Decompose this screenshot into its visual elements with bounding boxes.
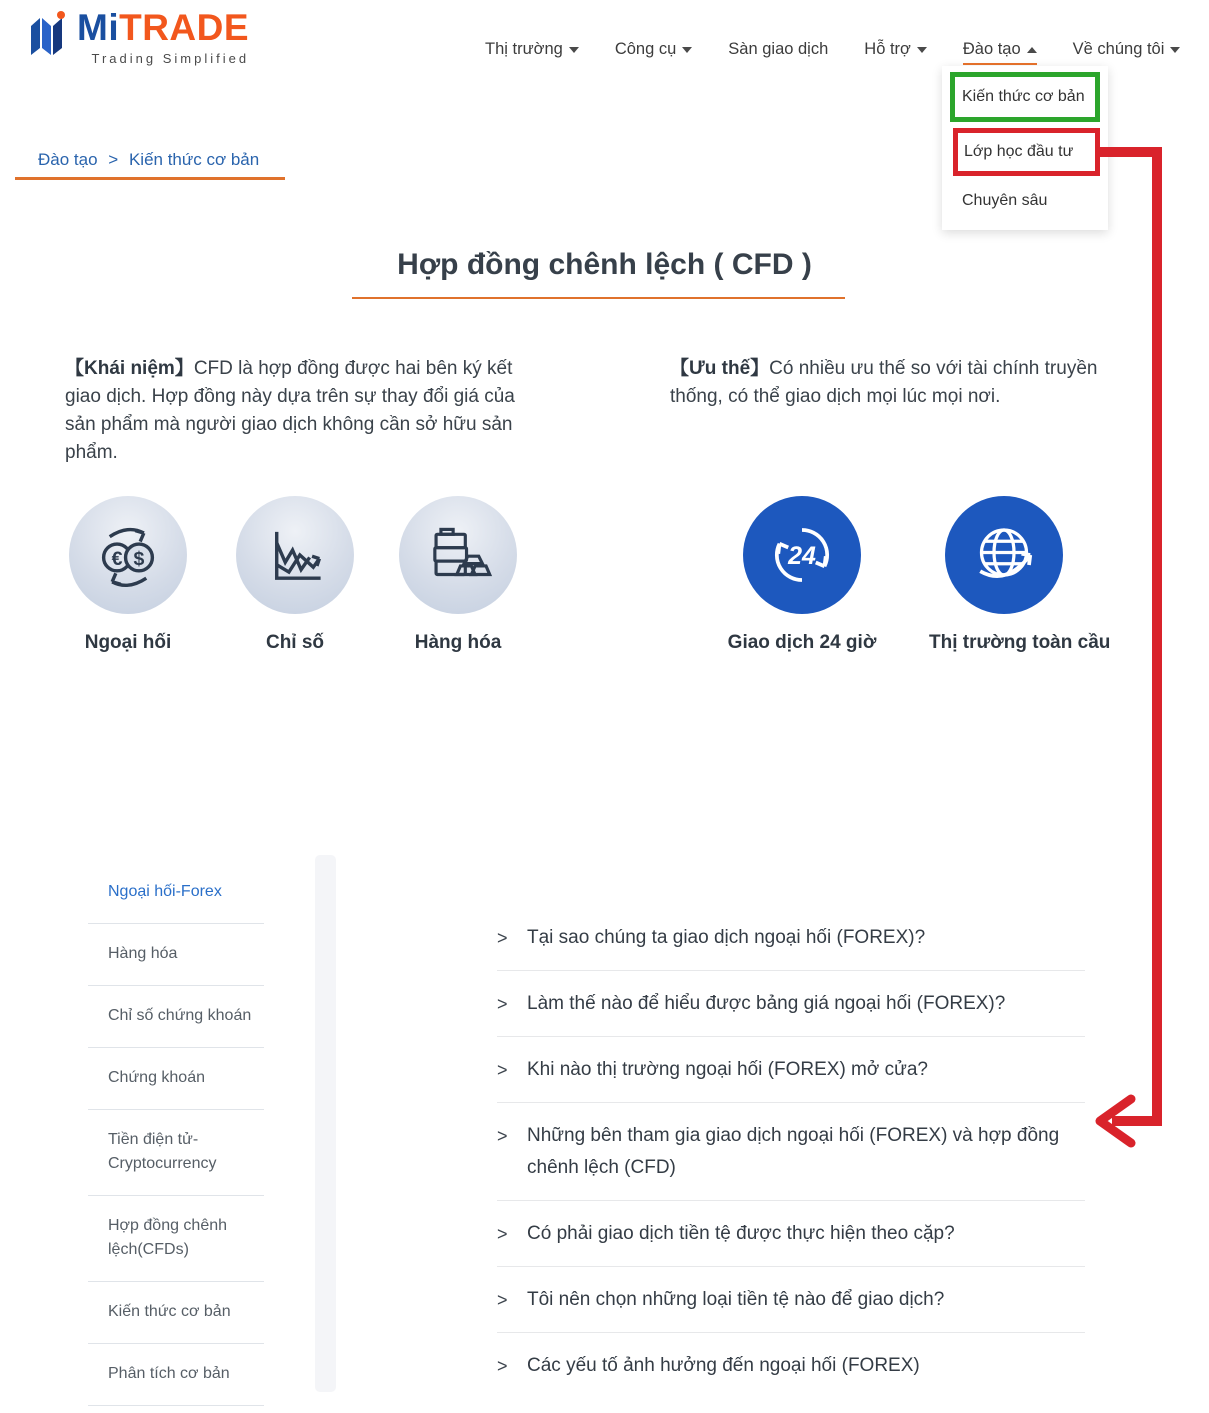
nav-item-dao-tao[interactable]	[963, 40, 1037, 65]
faq-item[interactable]	[497, 1037, 1085, 1103]
nav-label: Công cụ	[614, 40, 677, 58]
faq-question: Tôi nên chọn những loại tiền tệ nào để giao dịch?	[527, 1289, 945, 1310]
concept-text: CFD là hợp đồng được hai bên ký kết giao dịch. Hợp đồng này dựa trên sự thay đổi giá của sản phẩm mà người giao dịch không cần sở hữu sản phẩm.	[65, 358, 515, 463]
line-chart-icon	[256, 516, 334, 594]
currency-exchange-icon	[89, 516, 167, 594]
faq-question: Các yếu tố ảnh hưởng đến ngoại hối (FOREX)	[527, 1355, 920, 1376]
chevron-right-icon: >	[497, 1060, 508, 1080]
mitrade-logo-icon	[25, 8, 71, 66]
nav-label: Sàn giao dịch	[728, 40, 829, 58]
faq-question: Khi nào thị trường ngoại hối (FOREX) mở cửa?	[527, 1059, 928, 1080]
faq-question: Những bên tham gia giao dịch ngoại hối (FOREX) và hợp đồng chênh lệch (CFD)	[527, 1125, 1060, 1178]
chevron-right-icon: >	[497, 1290, 508, 1310]
sidebar-item-hop-dong-chenh-lech[interactable]: Hợp đồng chênh lệch(CFDs)	[88, 1196, 264, 1282]
nav-item-cong-cu[interactable]	[615, 40, 692, 65]
feature-24h-trading	[727, 496, 877, 654]
faq-question: Có phải giao dịch tiền tệ được thực hiện theo cặp?	[527, 1223, 955, 1244]
feature-label: Chỉ số	[265, 632, 325, 653]
dropdown-item-lop-hoc-dau-tu[interactable]	[953, 128, 1100, 176]
chevron-right-icon: >	[497, 1224, 508, 1244]
sidebar-item-chi-so-chung-khoan[interactable]: Chỉ số chứng khoán	[88, 986, 264, 1048]
feature-circle	[236, 496, 354, 614]
caret-up-icon	[1027, 47, 1037, 53]
logo-tagline: Trading Simplified	[91, 51, 250, 66]
faq-item[interactable]	[497, 1103, 1085, 1201]
faq-question: Làm thế nào để hiểu được bảng giá ngoại hối (FOREX)?	[527, 993, 1006, 1014]
sidebar-item-kien-thuc-co-ban[interactable]: Kiến thức cơ bản	[88, 1282, 264, 1344]
feature-circle	[69, 496, 187, 614]
caret-down-icon	[682, 47, 692, 53]
caret-down-icon	[569, 47, 579, 53]
advantage-paragraph	[670, 355, 1122, 411]
faq-item[interactable]	[497, 971, 1085, 1037]
sidebar-item-phan-tich-co-ban[interactable]: Phân tích cơ bản	[88, 1344, 264, 1406]
feature-label: Ngoại hối	[84, 632, 172, 653]
concept-paragraph	[65, 355, 543, 467]
feature-indices	[220, 496, 370, 654]
nav-label: Hỗ trợ	[864, 40, 911, 58]
faq-question: Tại sao chúng ta giao dịch ngoại hối (FOREX)?	[527, 927, 926, 948]
chevron-right-icon: >	[497, 994, 508, 1014]
dao-tao-dropdown-menu	[942, 66, 1108, 230]
nav-label: Thị trường	[485, 40, 563, 58]
feature-label: Hàng hóa	[414, 632, 502, 653]
topic-sidebar	[88, 862, 264, 1406]
faq-item[interactable]	[497, 1201, 1085, 1267]
chevron-right-icon: >	[497, 928, 508, 948]
sidebar-item-hang-hoa[interactable]: Hàng hóa	[88, 924, 264, 986]
sidebar-item-tien-dien-tu[interactable]: Tiền điện tử-Cryptocurrency	[88, 1110, 264, 1196]
feature-label: Thị trường toàn cầu	[929, 632, 1111, 653]
faq-item[interactable]	[497, 905, 1085, 971]
mitrade-logo[interactable]	[25, 8, 249, 66]
logo-trade: TRADE	[119, 7, 250, 48]
breadcrumb-separator: >	[108, 150, 119, 169]
dropdown-item-chuyen-sau[interactable]	[942, 176, 1108, 210]
svg-text:$: $	[133, 547, 145, 570]
svg-text:24: 24	[788, 541, 816, 570]
nav-item-thi-truong[interactable]	[485, 40, 579, 65]
chevron-right-icon: >	[497, 1356, 508, 1376]
feature-label: Giao dịch 24 giờ	[727, 632, 877, 653]
arrowhead-left-icon	[1100, 1099, 1131, 1143]
logo-wordmark	[77, 8, 249, 48]
globe-icon	[964, 515, 1044, 595]
title-underline	[352, 297, 845, 299]
nav-label: Về chúng tôi	[1072, 40, 1165, 58]
svg-text:€: €	[111, 547, 123, 570]
dropdown-label: Kiến thức cơ bản	[962, 88, 1085, 105]
nav-item-ve-chung-toi[interactable]	[1073, 40, 1181, 65]
feature-circle	[743, 496, 861, 614]
feature-forex	[53, 496, 203, 654]
commodities-icon	[419, 516, 497, 594]
faq-item[interactable]	[497, 1267, 1085, 1333]
advantage-label: 【Ưu thế】	[670, 358, 770, 379]
feature-global-market	[929, 496, 1111, 654]
logo-text	[77, 8, 249, 66]
dropdown-item-kien-thuc-co-ban[interactable]	[950, 72, 1100, 122]
chevron-right-icon: >	[497, 1126, 508, 1146]
nav-label: Đào tạo	[962, 40, 1021, 58]
faq-list	[497, 905, 1085, 1398]
feature-commodities	[383, 496, 533, 654]
nav-item-san-giao-dich[interactable]	[728, 40, 828, 65]
breadcrumb-current-link[interactable]: Kiến thức cơ bản	[128, 150, 260, 169]
feature-circle	[945, 496, 1063, 614]
breadcrumb	[38, 150, 259, 170]
nav-item-ho-tro[interactable]	[864, 40, 927, 65]
caret-down-icon	[1170, 47, 1180, 53]
concept-label: 【Khái niệm】	[65, 358, 194, 379]
logo-orange-dot	[57, 11, 65, 19]
caret-down-icon	[917, 47, 927, 53]
advantage-text: Có nhiều ưu thế so với tài chính truyền thống, có thể giao dịch mọi lúc mọi nơi.	[670, 358, 1098, 407]
faq-item[interactable]	[497, 1333, 1085, 1398]
breadcrumb-parent-link[interactable]: Đào tạo	[38, 150, 98, 169]
breadcrumb-underline	[15, 177, 285, 180]
page-title: Hợp đồng chênh lệch ( CFD )	[397, 248, 812, 281]
feature-circle	[399, 496, 517, 614]
24-hours-icon	[762, 515, 842, 595]
logo-mi: Mi	[77, 7, 120, 48]
sidebar-divider-bar	[315, 855, 336, 1392]
sidebar-item-ngoai-hoi-forex[interactable]: Ngoại hối-Forex	[88, 862, 264, 924]
sidebar-item-chung-khoan[interactable]: Chứng khoán	[88, 1048, 264, 1110]
dropdown-label: Chuyên sâu	[962, 192, 1048, 209]
dropdown-label: Lớp học đầu tư	[964, 143, 1074, 160]
main-nav	[485, 40, 1180, 65]
